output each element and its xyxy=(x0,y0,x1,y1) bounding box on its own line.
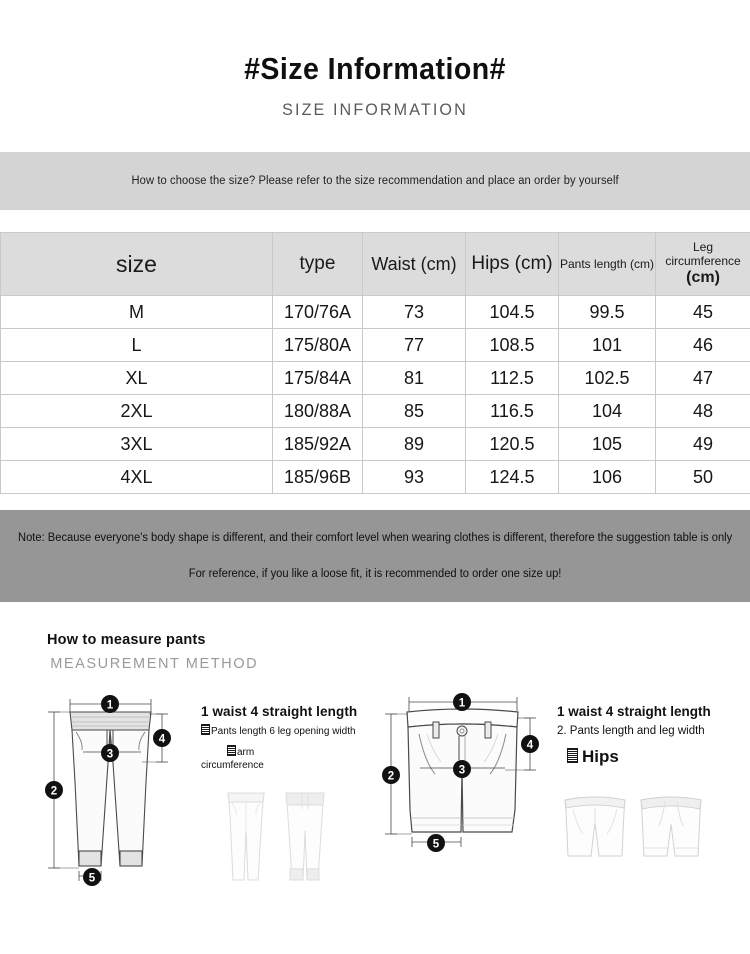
pants-thumbnail-front xyxy=(228,793,264,880)
measurement-header xyxy=(47,632,261,672)
shorts-legend-line-3 xyxy=(567,747,711,767)
cell-pants-length: 102.5 xyxy=(559,362,656,395)
cell-type: 175/80A xyxy=(273,329,363,362)
pants-legend-line-3a: arm xyxy=(237,747,255,758)
svg-text:2: 2 xyxy=(50,785,58,798)
page-subtitle: SIZE INFORMATION xyxy=(282,100,468,120)
shorts-legend xyxy=(557,704,711,767)
cell-type: 175/84A xyxy=(273,362,363,395)
shorts-diagram xyxy=(375,690,550,905)
cell-hips: 108.5 xyxy=(466,329,559,362)
cell-size: L xyxy=(1,329,273,362)
svg-text:1: 1 xyxy=(458,697,466,710)
cell-type: 170/76A xyxy=(273,296,363,329)
cell-leg-circumference: 47 xyxy=(656,362,750,395)
column-header-leg-circumference xyxy=(656,233,750,296)
shorts-thumbnail-front xyxy=(565,797,625,856)
cell-leg-circumference: 46 xyxy=(656,329,750,362)
cell-type: 180/88A xyxy=(273,395,363,428)
leg-circumference-label: Leg circumference xyxy=(665,240,741,268)
svg-text:4: 4 xyxy=(526,739,534,752)
cell-leg-circumference: 50 xyxy=(656,461,750,494)
size-table-container xyxy=(0,232,750,494)
missing-glyph-icon xyxy=(567,748,578,763)
cell-size: 2XL xyxy=(1,395,273,428)
table-row xyxy=(1,461,750,494)
measurement-title: How to measure pants xyxy=(47,632,206,648)
shorts-thumbnails xyxy=(553,782,708,887)
size-chart-table xyxy=(0,232,750,494)
svg-text:1: 1 xyxy=(106,699,114,712)
disclaimer-band xyxy=(0,510,750,602)
missing-glyph-icon xyxy=(227,745,236,756)
cell-pants-length: 105 xyxy=(559,428,656,461)
shorts-thumbnail-back xyxy=(641,797,701,856)
table-header-row xyxy=(1,233,750,296)
pants-legend-line-1: 1 waist 4 straight length xyxy=(201,704,358,719)
cell-waist: 73 xyxy=(363,296,466,329)
cell-waist: 85 xyxy=(363,395,466,428)
pants-legend-line-2 xyxy=(201,724,357,737)
column-header-hips: Hips (cm) xyxy=(466,233,559,296)
size-advice-text: How to choose the size? Please refer to the size recommendation and place an order by yourself xyxy=(131,175,619,187)
cell-pants-length: 104 xyxy=(559,395,656,428)
table-row xyxy=(1,329,750,362)
table-row xyxy=(1,362,750,395)
pants-legend-line-2-text: Pants length 6 leg opening width xyxy=(211,726,356,737)
table-row xyxy=(1,428,750,461)
pants-legend-line-3 xyxy=(201,745,357,771)
missing-glyph-icon xyxy=(201,724,210,735)
cell-size: 4XL xyxy=(1,461,273,494)
cell-waist: 81 xyxy=(363,362,466,395)
svg-text:3: 3 xyxy=(458,764,466,777)
size-advice-band xyxy=(0,152,750,210)
cell-size: XL xyxy=(1,362,273,395)
column-header-waist: Waist (cm) xyxy=(363,233,466,296)
page-header xyxy=(0,0,750,120)
cell-pants-length: 101 xyxy=(559,329,656,362)
cell-size: M xyxy=(1,296,273,329)
pants-legend xyxy=(201,704,357,771)
long-pants-diagram xyxy=(38,690,208,905)
measurement-diagrams xyxy=(0,690,750,910)
shorts-legend-line-3-text: Hips xyxy=(582,747,619,766)
table-row xyxy=(1,395,750,428)
size-table-body xyxy=(1,296,750,494)
cell-hips: 124.5 xyxy=(466,461,559,494)
disclaimer-line-1: Note: Because everyone's body shape is different, and their comfort level when wearing clothes is different, therefore the suggestion table is only xyxy=(17,532,733,544)
svg-text:3: 3 xyxy=(106,748,114,761)
cell-waist: 89 xyxy=(363,428,466,461)
cell-waist: 77 xyxy=(363,329,466,362)
cell-waist: 93 xyxy=(363,461,466,494)
disclaimer-line-2: For reference, if you like a loose fit, it is recommended to order one size up! xyxy=(188,568,562,580)
cell-hips: 120.5 xyxy=(466,428,559,461)
pants-thumbnails xyxy=(206,785,341,890)
svg-text:5: 5 xyxy=(88,872,96,885)
pants-thumbnail-back xyxy=(286,793,324,880)
cell-size: 3XL xyxy=(1,428,273,461)
cell-leg-circumference: 48 xyxy=(656,395,750,428)
table-row xyxy=(1,296,750,329)
svg-text:5: 5 xyxy=(432,838,440,851)
cell-hips: 104.5 xyxy=(466,296,559,329)
shorts-legend-line-1: 1 waist 4 straight length xyxy=(557,704,711,719)
cell-type: 185/96B xyxy=(273,461,363,494)
cell-hips: 112.5 xyxy=(466,362,559,395)
page-title: #Size Information# xyxy=(244,51,506,86)
shorts-legend-line-2: 2. Pants length and leg width xyxy=(557,725,705,737)
svg-text:2: 2 xyxy=(387,770,395,783)
cell-pants-length: 99.5 xyxy=(559,296,656,329)
svg-text:4: 4 xyxy=(158,733,166,746)
column-header-type: type xyxy=(273,233,363,296)
size-table-header xyxy=(1,233,750,296)
measurement-subtitle: MEASUREMENT METHOD xyxy=(50,655,259,672)
pants-legend-line-3b: circumference xyxy=(201,760,264,771)
cell-leg-circumference: 45 xyxy=(656,296,750,329)
pants-illustration xyxy=(70,712,151,866)
cell-type: 185/92A xyxy=(273,428,363,461)
column-header-pants-length: Pants length (cm) xyxy=(559,233,656,296)
cell-hips: 116.5 xyxy=(466,395,559,428)
column-header-size: size xyxy=(1,233,273,296)
cell-leg-circumference: 49 xyxy=(656,428,750,461)
cell-pants-length: 106 xyxy=(559,461,656,494)
leg-circumference-unit: (cm) xyxy=(686,268,720,286)
